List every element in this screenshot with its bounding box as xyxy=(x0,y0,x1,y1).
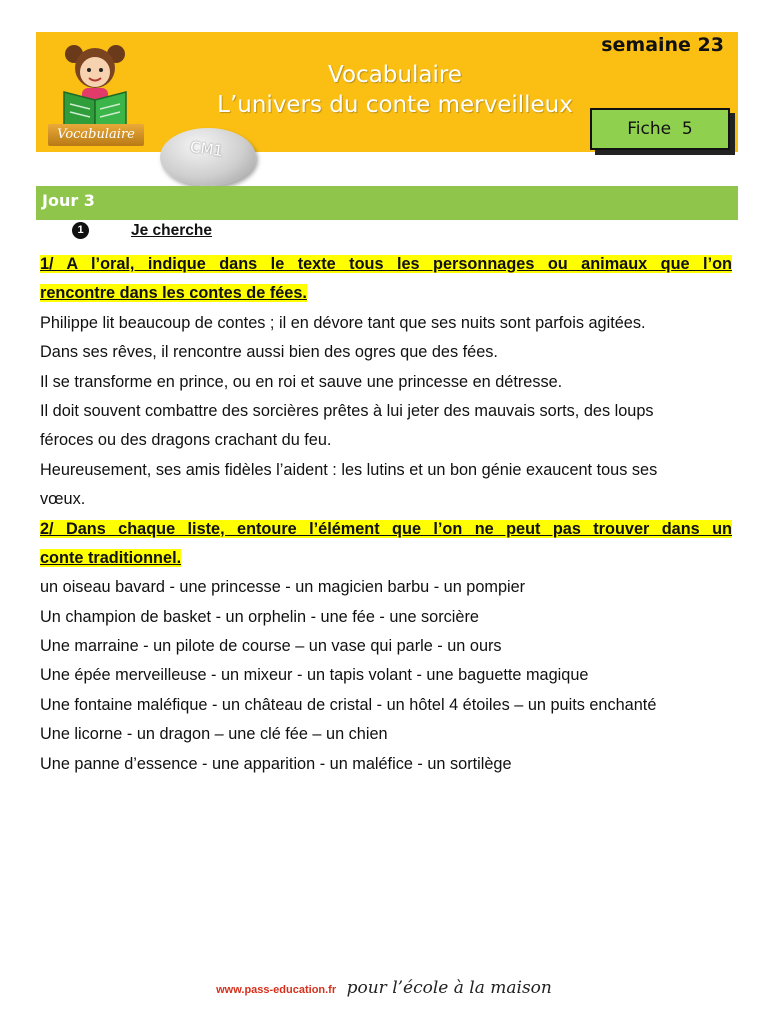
sheet-number-badge xyxy=(590,108,730,150)
list-item: Une panne d’essence - une apparition - un maléfice - un sortilège xyxy=(40,754,512,773)
question-2-line-2 xyxy=(40,544,732,573)
passage-line: vœux. xyxy=(40,490,86,509)
week-label: semaine 23 xyxy=(601,34,724,56)
passage-line: Philippe lit beaucoup de contes ; il en dévore tant que ses nuits sont parfois agitées. xyxy=(40,313,646,332)
footer xyxy=(0,978,768,998)
list-item: Une fontaine maléfique - un château de cristal - un hôtel 4 étoiles – un puits enchanté xyxy=(40,695,657,714)
section-label: Je cherche xyxy=(131,222,212,239)
passage-line: Il doit souvent combattre des sorcières prêtes à lui jeter des mauvais sorts, des loups xyxy=(40,401,654,420)
passage-line: Dans ses rêves, il rencontre aussi bien des ogres que des fées. xyxy=(40,343,498,362)
question-2-text-1: 2/ Dans chaque liste, entoure l’élément que l’on ne peut pas trouver dans un xyxy=(40,519,732,538)
question-1-line-1 xyxy=(40,250,732,279)
question-1-text-1: 1/ A l’oral, indique dans le texte tous les personnages ou animaux que l’on xyxy=(40,255,732,273)
passage-line: Il se transforme en prince, ou en roi et sauve une princesse en détresse. xyxy=(40,372,563,391)
question-2-line-1 xyxy=(40,515,732,544)
question-2-text-2: conte traditionnel. xyxy=(40,548,182,567)
passage-line: féroces ou des dragons crachant du feu. xyxy=(40,431,332,450)
passage-line: Heureusement, ses amis fidèles l’aident : les lutins et un bon génie exaucent tous ses xyxy=(40,460,658,479)
page-title-topic: L’univers du conte merveilleux xyxy=(217,92,573,118)
list-item: Une marraine - un pilote de course – un vase qui parle - un ours xyxy=(40,637,502,656)
list-item: un oiseau bavard - une princesse - un magicien barbu - un pompier xyxy=(40,578,526,597)
sheet-number-label: Fiche 5 xyxy=(627,119,693,139)
list-item: Un champion de basket - un orphelin - une fée - une sorcière xyxy=(40,607,479,626)
footer-tagline: pour l’école à la maison xyxy=(346,978,552,998)
section-number-icon: 1 xyxy=(72,222,89,239)
day-label: Jour 3 xyxy=(42,191,95,210)
vocabulaire-logo: Vocabulaire xyxy=(48,124,144,146)
page-title-subject: Vocabulaire xyxy=(328,62,462,88)
level-label: CM1 xyxy=(188,137,225,161)
question-1-text-2: rencontre dans les contes de fées. xyxy=(40,284,307,303)
question-1-line-2 xyxy=(40,279,732,308)
worksheet-body xyxy=(40,250,732,779)
list-item: Une licorne - un dragon – une clé fée – un chien xyxy=(40,725,388,744)
footer-site-link[interactable]: www.pass-education.fr xyxy=(216,984,337,996)
list-item: Une épée merveilleuse - un mixeur - un tapis volant - une baguette magique xyxy=(40,666,589,685)
day-heading xyxy=(36,186,738,220)
